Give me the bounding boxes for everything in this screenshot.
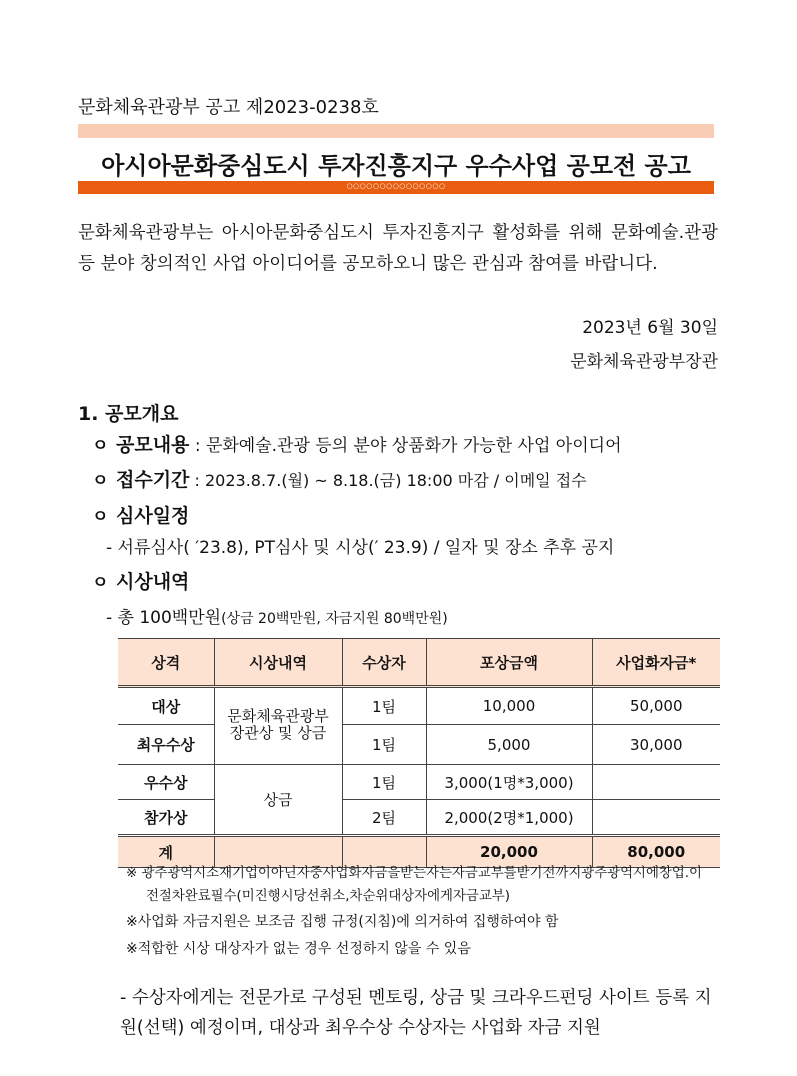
review-line	[92, 501, 189, 528]
cell-award-merged: 문화체육관광부 장관상 및 상금	[214, 687, 342, 765]
cell-grade: 대상	[118, 687, 214, 725]
cell-award-merged: 상금	[214, 765, 342, 836]
cell-fund	[592, 800, 720, 836]
note-line: ※ 광주광역시소재기업이아닌자중사업화자금을받는자는자금교부를받기전까지광주광역시에창업.이	[126, 866, 702, 881]
award-table	[118, 638, 720, 868]
review-label: 심사일정	[116, 505, 190, 527]
total-prize: 20,000	[426, 836, 592, 868]
note-line: ※적합한 시상 대상자가 없는 경우 선정하지 않을 수 있음	[126, 941, 471, 957]
content-label: 공모내용	[116, 434, 190, 456]
award-line	[92, 567, 189, 594]
award-detail: (상금 20백만원, 자금지원 80백만원)	[221, 611, 448, 627]
award-total: - 총 100백만원	[106, 608, 222, 628]
period-line	[92, 465, 587, 492]
cell-grade: 참가상	[118, 800, 214, 836]
bullet-marker: ㅇ	[92, 507, 109, 527]
cell-prize: 2,000(2명*1,000)	[426, 800, 592, 836]
cell-team: 1팀	[342, 687, 426, 725]
content-line	[92, 430, 622, 457]
header-grade: 상격	[118, 639, 214, 687]
cell-fund	[592, 765, 720, 800]
bullet-marker: ㅇ	[92, 436, 109, 456]
award-summary	[106, 603, 448, 628]
cell-team: 2팀	[342, 800, 426, 836]
total-fund: 80,000	[592, 836, 720, 868]
cell-team: 1팀	[342, 765, 426, 800]
content-text: : 문화예술.관광 등의 분야 상품화가 가능한 사업 아이디어	[189, 436, 622, 456]
notice-date: 2023년 6월 30일	[582, 318, 718, 338]
table-header-row	[118, 639, 720, 687]
total-label: 계	[118, 836, 214, 868]
cell-grade: 최우수상	[118, 725, 214, 765]
section-heading: 1. 공모개요	[78, 403, 179, 425]
cell-grade: 우수상	[118, 765, 214, 800]
cell-team: 1팀	[342, 725, 426, 765]
issuer: 문화체육관광부장관	[570, 352, 718, 372]
cell-prize: 5,000	[426, 725, 592, 765]
note-line: 전절차완료필수(미진행시당선취소,차순위대상자에게자금교부)	[146, 889, 510, 904]
award-label: 시상내역	[116, 571, 190, 593]
title-bar-tag: ○○○○○○○○○○○○○○○	[346, 182, 446, 190]
page-title: 아시아문화중심도시 투자진흥지구 우수사업 공모전 공고	[101, 152, 691, 180]
closing-paragraph: - 수상자에게는 전문가로 구성된 멘토링, 상금 및 크라우드펀딩 사이트 등록 지원(선택) 예정이며, 대상과 최우수상 수상자는 사업화 자금 지원	[120, 988, 712, 1038]
cell-prize: 10,000	[426, 687, 592, 725]
bullet-marker: ㅇ	[92, 573, 109, 593]
cell-prize: 3,000(1명*3,000)	[426, 765, 592, 800]
bullet-marker: ㅇ	[92, 471, 109, 491]
header-winners: 수상자	[342, 639, 426, 687]
title-top-bar	[78, 124, 714, 138]
period-label: 접수기간	[116, 469, 190, 491]
cell-fund: 50,000	[592, 687, 720, 725]
header-fund: 사업화자금*	[592, 639, 720, 687]
table-row	[118, 725, 720, 765]
notice-number: 문화체육관광부 공고 제2023-0238호	[78, 97, 379, 118]
review-text: - 서류심사( ′23.8), PT심사 및 시상(′ 23.9) / 일자 및 장소 추후 공지	[106, 538, 615, 558]
header-award: 시상내역	[214, 639, 342, 687]
cell-fund: 30,000	[592, 725, 720, 765]
table-row	[118, 687, 720, 725]
intro-paragraph: 문화체육관광부는 아시아문화중심도시 투자진흥지구 활성화를 위해 문화예술.관광 등 분야 창의적인 사업 아이디어를 공모하오니 많은 관심과 참여를 바랍니다.	[78, 223, 718, 274]
period-text: : 2023.8.7.(월) ~ 8.18.(금) 18:00 마감 / 이메일 접수	[189, 471, 587, 490]
title-bottom-bar	[78, 181, 714, 194]
table-row	[118, 800, 720, 836]
note-line: ※사업화 자금지원은 보조금 집행 규정(지침)에 의거하여 집행하여야 함	[126, 914, 559, 930]
table-row	[118, 765, 720, 800]
header-prize: 포상금액	[426, 639, 592, 687]
